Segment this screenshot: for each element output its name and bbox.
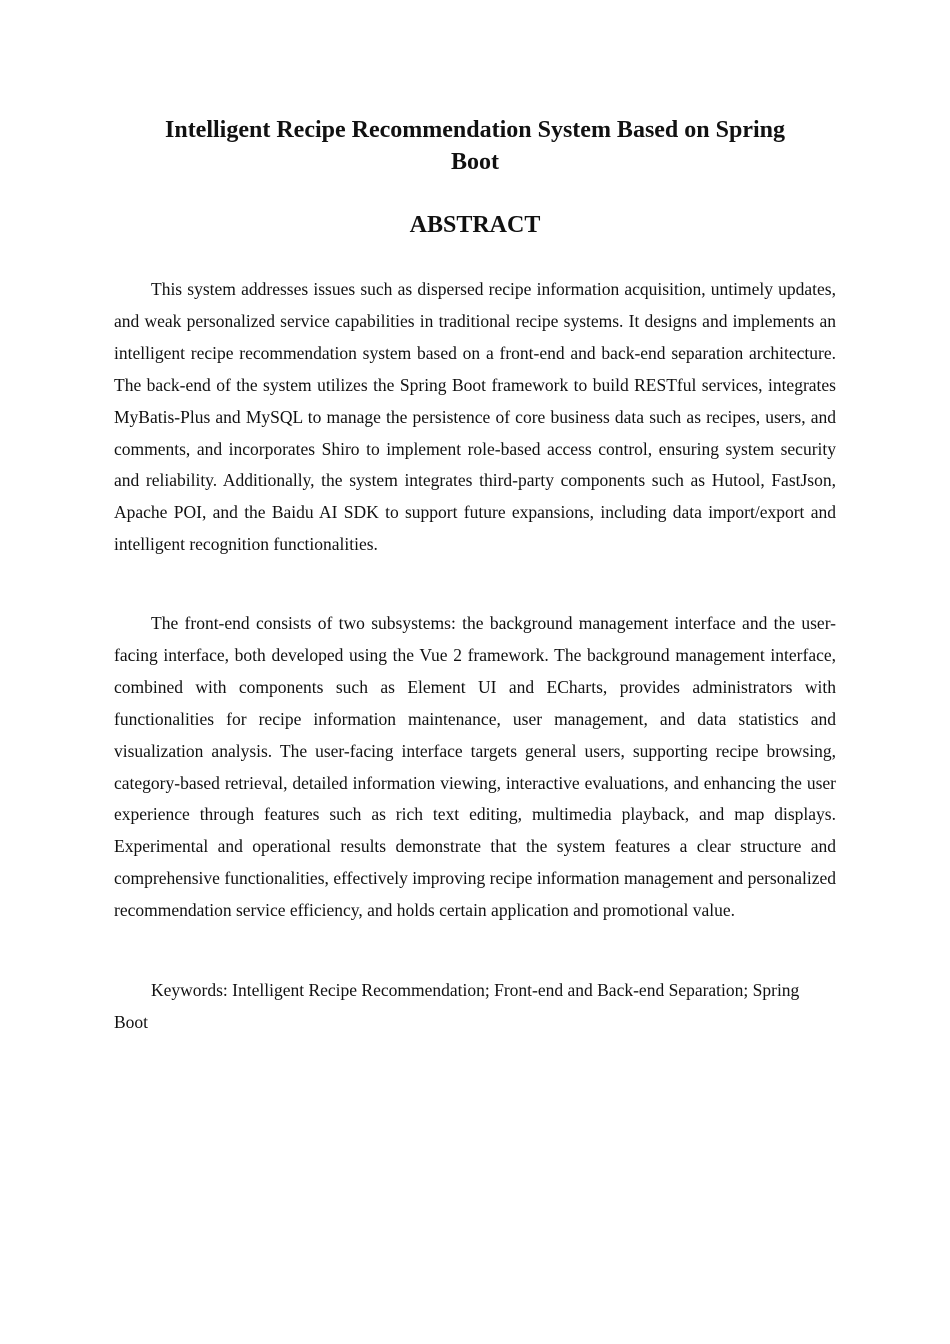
- document-title: Intelligent Recipe Recommendation System Based on Spring Boot: [165, 117, 785, 175]
- abstract-paragraph-1: This system addresses issues such as dispersed recipe information acquisition, untimely updates, and weak personalized service capabilities in traditional recipe systems. It designs and implements an intelligent recipe recommendation system based on a front-end and back-end separation architecture. The back-end of the system utilizes the Spring Boot framework to build RESTful services, integrates MyBatis-Plus and MySQL to manage the persistence of core business data such as recipes, users, and comments, and incorporates Shiro to implement role-based access control, ensuring system security and reliability. Additionally, the system integrates third-party components such as Hutool, FastJson, Apache POI, and the Baidu AI SDK to support future expansions, including data import/export and intelligent recognition functionalities.: [114, 279, 836, 555]
- abstract-paragraph-2: The front-end consists of two subsystems: the background management interface and the user-facing interface, both developed using the Vue 2 framework. The background management interface, combined with components such as Element UI and ECharts, provides administrators with functionalities for recipe information maintenance, user management, and data statistics and visualization analysis. The user-facing interface targets general users, supporting recipe browsing, category-based retrieval, detailed information viewing, interactive evaluations, and enhancing the user experience through features such as rich text editing, multimedia playback, and map displays. Experimental and operational results demonstrate that the system features a clear structure and comprehensive functionalities, effectively improving recipe information management and personalized recommendation service efficiency, and holds certain application and promotional value.: [114, 613, 836, 921]
- abstract-heading: ABSTRACT: [409, 212, 541, 238]
- keywords-line: Keywords: Intelligent Recipe Recommendation; Front-end and Back-end Separation; Spring Boot: [114, 980, 800, 1032]
